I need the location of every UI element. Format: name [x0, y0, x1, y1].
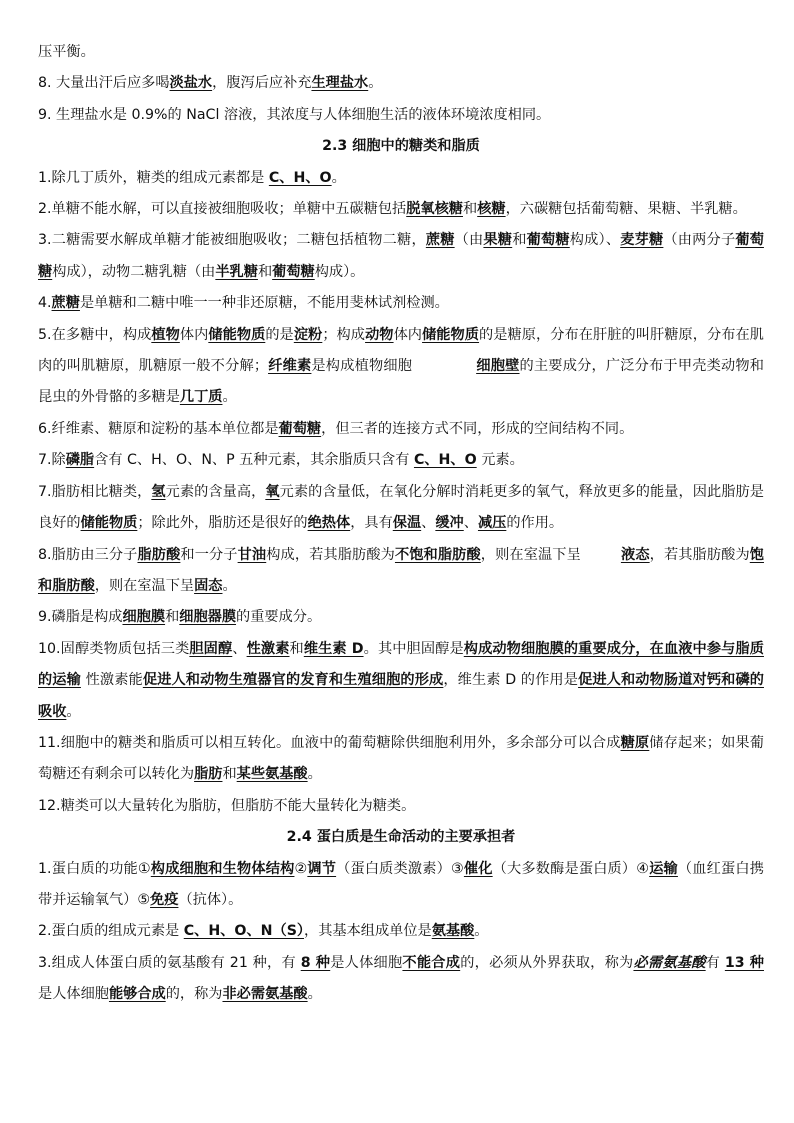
text-run: 。	[474, 923, 489, 940]
emphasized-text: 减压	[477, 515, 507, 532]
text-run: 2.3 细胞中的糖类和脂质	[322, 138, 480, 155]
emphasized-text: 脂肪酸	[137, 546, 181, 563]
emphasized-text: 植物	[151, 326, 180, 343]
text-run: ，六碳糖包括葡萄糖、果糖、半乳糖。	[505, 201, 747, 218]
emphasized-text: 固态	[194, 577, 223, 594]
emphasized-text: 能够合成	[108, 986, 166, 1003]
text-run: 构成）。	[314, 263, 365, 280]
text-run: 的是糖原，分布在肝脏的叫肝糖原，分布在肌肉的叫肌糖原，肌糖原一般不分解；	[38, 326, 764, 375]
text-run: 体内	[393, 326, 423, 343]
text-run: ；构成	[322, 326, 366, 343]
paragraph	[38, 634, 764, 728]
text-run: 4.	[38, 295, 52, 312]
text-run: 1.除几丁质外，糖类的组成元素都是	[38, 169, 269, 186]
paragraph	[38, 540, 764, 603]
text-run: 性激素能	[80, 672, 143, 689]
text-run: 是人体细胞	[38, 986, 109, 1003]
paragraph	[38, 477, 764, 540]
text-run: 和	[512, 232, 527, 249]
emphasized-text: 必需氨基酸	[633, 954, 706, 971]
text-run: 构成），动物二糖乳糖（由	[52, 263, 216, 280]
text-run: 。	[222, 577, 237, 594]
emphasized-text: 动物	[365, 326, 394, 343]
emphasized-text: 8 种	[300, 954, 331, 971]
text-run: 的主要成分，广泛分布于甲壳类动物和昆虫的外骨骼的多糖是	[38, 358, 764, 406]
text-run: 2.单糖不能水解，可以直接被细胞吸收；单糖中五碳糖包括	[38, 201, 407, 218]
document-page	[38, 37, 764, 1011]
emphasized-text: 淀粉	[293, 326, 323, 343]
paragraph	[38, 602, 764, 633]
text-run: 体内	[179, 326, 209, 343]
emphasized-text: 细胞壁	[476, 358, 520, 375]
text-run: 的是	[265, 326, 294, 343]
text-run: 和	[222, 766, 237, 783]
paragraph	[38, 916, 764, 947]
text-run: 2.4 蛋白质是生命活动的主要承担者	[286, 829, 516, 846]
text-run: ②	[294, 860, 308, 877]
emphasized-text: 葡萄糖	[272, 263, 315, 280]
emphasized-text: 磷脂	[65, 452, 95, 469]
text-run: 。	[331, 169, 346, 186]
text-run: 、	[463, 515, 478, 532]
text-run: （由两分子	[663, 232, 736, 249]
text-run: 是单糖和二糖中唯一一种非还原糖，不能用斐林试剂检测。	[79, 295, 449, 312]
text-run: 。其中胆固醇是	[363, 640, 464, 657]
emphasized-text: 液态	[620, 546, 650, 563]
emphasized-text: 保温	[392, 515, 422, 532]
text-run: 3.二糖需要水解成单糖才能被细胞吸收；二糖包括植物二糖，	[38, 232, 426, 249]
paragraph	[38, 37, 764, 68]
emphasized-text: 蔗糖	[425, 232, 455, 249]
text-run: 7.脂肪相比糖类，	[38, 483, 152, 500]
emphasized-text: 不饱和脂肪酸	[394, 546, 481, 563]
text-run: 储存起来；如果葡萄糖还有剩余可以转化为	[38, 734, 764, 783]
paragraph	[38, 320, 764, 414]
emphasized-text: 调节	[307, 860, 337, 877]
text-run: 的重要成分。	[236, 609, 322, 626]
emphasized-text: 生理盐水	[311, 75, 369, 92]
emphasized-text: 葡萄糖	[526, 232, 570, 249]
paragraph	[38, 68, 764, 99]
emphasized-text: C、H、O	[413, 452, 477, 469]
emphasized-text: 绝热体	[307, 515, 351, 532]
text-run: ；除此外，脂肪还是很好的	[137, 515, 308, 532]
text-run: ，则在室温下呈	[94, 577, 195, 594]
text-run: （蛋白质类激素）③	[336, 860, 464, 877]
text-run: ，维生素 D 的作用是	[443, 672, 579, 689]
text-run: 。	[66, 703, 81, 720]
emphasized-text: C、H、O、N（S）	[183, 923, 305, 940]
emphasized-text: 细胞膜	[122, 609, 166, 626]
paragraph	[38, 791, 764, 822]
text-run: 11.细胞中的糖类和脂质可以相互转化。血液中的葡萄糖除供细胞利用外，多余部分可以合成	[38, 734, 621, 751]
emphasized-text: 不能合成	[402, 954, 461, 971]
emphasized-text: 非必需氨基酸	[222, 986, 308, 1003]
emphasized-text: 脱氧核糖	[406, 201, 463, 218]
emphasized-text: 细胞器膜	[179, 609, 237, 626]
text-run: 有	[705, 954, 725, 971]
text-run: ，其基本组成单位是	[304, 923, 432, 940]
text-run: ，腹泻后应补充	[212, 75, 312, 92]
text-run: 和	[257, 263, 273, 280]
text-run: 元素的含量低，在氧化分解时消耗更多的氧气，释放更多的能量，因此脂肪是良好的	[38, 483, 764, 532]
emphasized-text: 催化	[463, 860, 493, 877]
text-run: 5.在多糖中，构成	[38, 326, 152, 343]
text-run: 元素。	[476, 452, 524, 469]
text-run: 、	[421, 515, 436, 532]
text-run: 8.脂肪由三分子	[38, 546, 138, 563]
emphasized-text: 甘油	[237, 546, 267, 563]
text-run: 元素的含量高，	[165, 483, 266, 500]
emphasized-text: 13 种	[724, 954, 764, 971]
text-run: 9. 生理盐水是 0.9%的 NaCl 溶液，其浓度与人体细胞生活的液体环境浓度相同。	[38, 106, 551, 123]
paragraph	[38, 194, 764, 225]
text-run: 含有 C、H、O、N、P 五种元素，其余脂质只含有	[94, 452, 414, 469]
text-run: 的，称为	[165, 986, 223, 1003]
emphasized-text: 纤维素	[268, 358, 312, 375]
text-run: ，但三者的连接方式不同，形成的空间结构不同。	[321, 420, 634, 437]
emphasized-text: 氧	[265, 483, 280, 500]
section-heading	[38, 131, 764, 162]
emphasized-text: 促进人和动物肠道对钙和磷的吸收	[38, 672, 764, 720]
text-run: ，若其脂肪酸为	[649, 546, 750, 563]
text-run: 9.磷脂是构成	[38, 609, 123, 626]
text-run: 构成）、	[569, 232, 621, 249]
emphasized-text: 维生素 D	[303, 640, 364, 657]
emphasized-text: C、H、O	[268, 169, 332, 186]
text-run: 和	[165, 609, 180, 626]
section-heading	[38, 822, 764, 853]
emphasized-text: 某些氨基酸	[236, 766, 308, 783]
text-run: 。	[307, 766, 322, 783]
emphasized-text: 促进人和动物生殖器官的发育和生殖细胞的形成	[142, 672, 444, 689]
emphasized-text: 核糖	[477, 201, 506, 218]
emphasized-text: 构成动物细胞膜的重要成分，在血液中参与脂质的运输	[38, 640, 764, 689]
text-run: 。	[368, 75, 383, 92]
text-run: 3.组成人体蛋白质的氨基酸有 21 种，有	[38, 954, 301, 971]
emphasized-text: 饱和脂肪酸	[38, 546, 764, 594]
emphasized-text: 蔗糖	[51, 295, 80, 312]
emphasized-text: 储能物质	[422, 326, 480, 343]
text-run: 12.糖类可以大量转化为脂肪，但脂肪不能大量转化为糖类。	[38, 797, 416, 814]
emphasized-text: 胆固醇	[189, 640, 233, 657]
text-run: 构成，若其脂肪酸为	[266, 546, 395, 563]
emphasized-text: 半乳糖	[215, 263, 258, 280]
text-run: 和一分子	[180, 546, 238, 563]
emphasized-text: 糖原	[620, 734, 650, 751]
emphasized-text: 储能物质	[80, 515, 138, 532]
text-run: （大多数酶是蛋白质）④	[492, 860, 650, 877]
text-run: 压平衡。	[38, 44, 95, 60]
paragraph	[38, 854, 764, 917]
emphasized-text: 免疫	[150, 891, 179, 908]
text-run: 10.固醇类物质包括三类	[38, 640, 190, 657]
emphasized-text: 麦芽糖	[620, 232, 664, 249]
text-run: 和	[289, 640, 304, 657]
text-run: 的作用。	[506, 515, 564, 532]
paragraph	[38, 728, 764, 791]
emphasized-text: 氨基酸	[431, 923, 475, 940]
emphasized-text: 几丁质	[179, 389, 223, 406]
paragraph	[38, 414, 764, 445]
paragraph	[38, 100, 764, 131]
text-run: 7.除	[38, 452, 66, 469]
emphasized-text: 构成细胞和生物体结构	[150, 860, 295, 877]
text-run: 。	[222, 389, 237, 406]
emphasized-text: 运输	[649, 860, 678, 877]
paragraph	[38, 948, 764, 1011]
emphasized-text: 淡盐水	[169, 75, 213, 92]
paragraph	[38, 288, 764, 319]
text-run: ，则在室温下呈	[480, 546, 581, 563]
text-run: 、	[232, 640, 247, 657]
text-run: 是构成植物细胞	[311, 358, 413, 375]
emphasized-text: 储能物质	[208, 326, 266, 343]
text-run: 和	[463, 201, 478, 218]
text-run: ，具有	[350, 515, 393, 532]
emphasized-text: 缓冲	[435, 515, 464, 532]
text-run: 是人体细胞	[330, 954, 403, 971]
paragraph	[38, 163, 764, 194]
paragraph	[38, 225, 764, 288]
emphasized-text: 果糖	[483, 232, 513, 249]
text-run: 6.纤维素、糖原和淀粉的基本单位都是	[38, 420, 279, 437]
emphasized-text: 葡萄糖	[38, 232, 764, 280]
text-run: （血红蛋白携带并运输氧气）⑤	[38, 860, 764, 908]
emphasized-text: 氢	[151, 483, 166, 500]
paragraph	[38, 445, 764, 476]
text-run: 1.蛋白质的功能①	[38, 860, 151, 877]
text-run: 2.蛋白质的组成元素是	[38, 923, 184, 940]
emphasized-text: 脂肪	[194, 766, 223, 783]
text-run: （由	[454, 232, 484, 249]
text-run: （抗体）。	[178, 891, 243, 908]
emphasized-text: 性激素	[246, 640, 290, 657]
text-run: 。	[307, 986, 322, 1003]
emphasized-text: 葡萄糖	[278, 420, 322, 437]
text-run: 的，必须从外界获取，称为	[460, 954, 634, 971]
text-run: 8. 大量出汗后应多喝	[38, 75, 170, 92]
